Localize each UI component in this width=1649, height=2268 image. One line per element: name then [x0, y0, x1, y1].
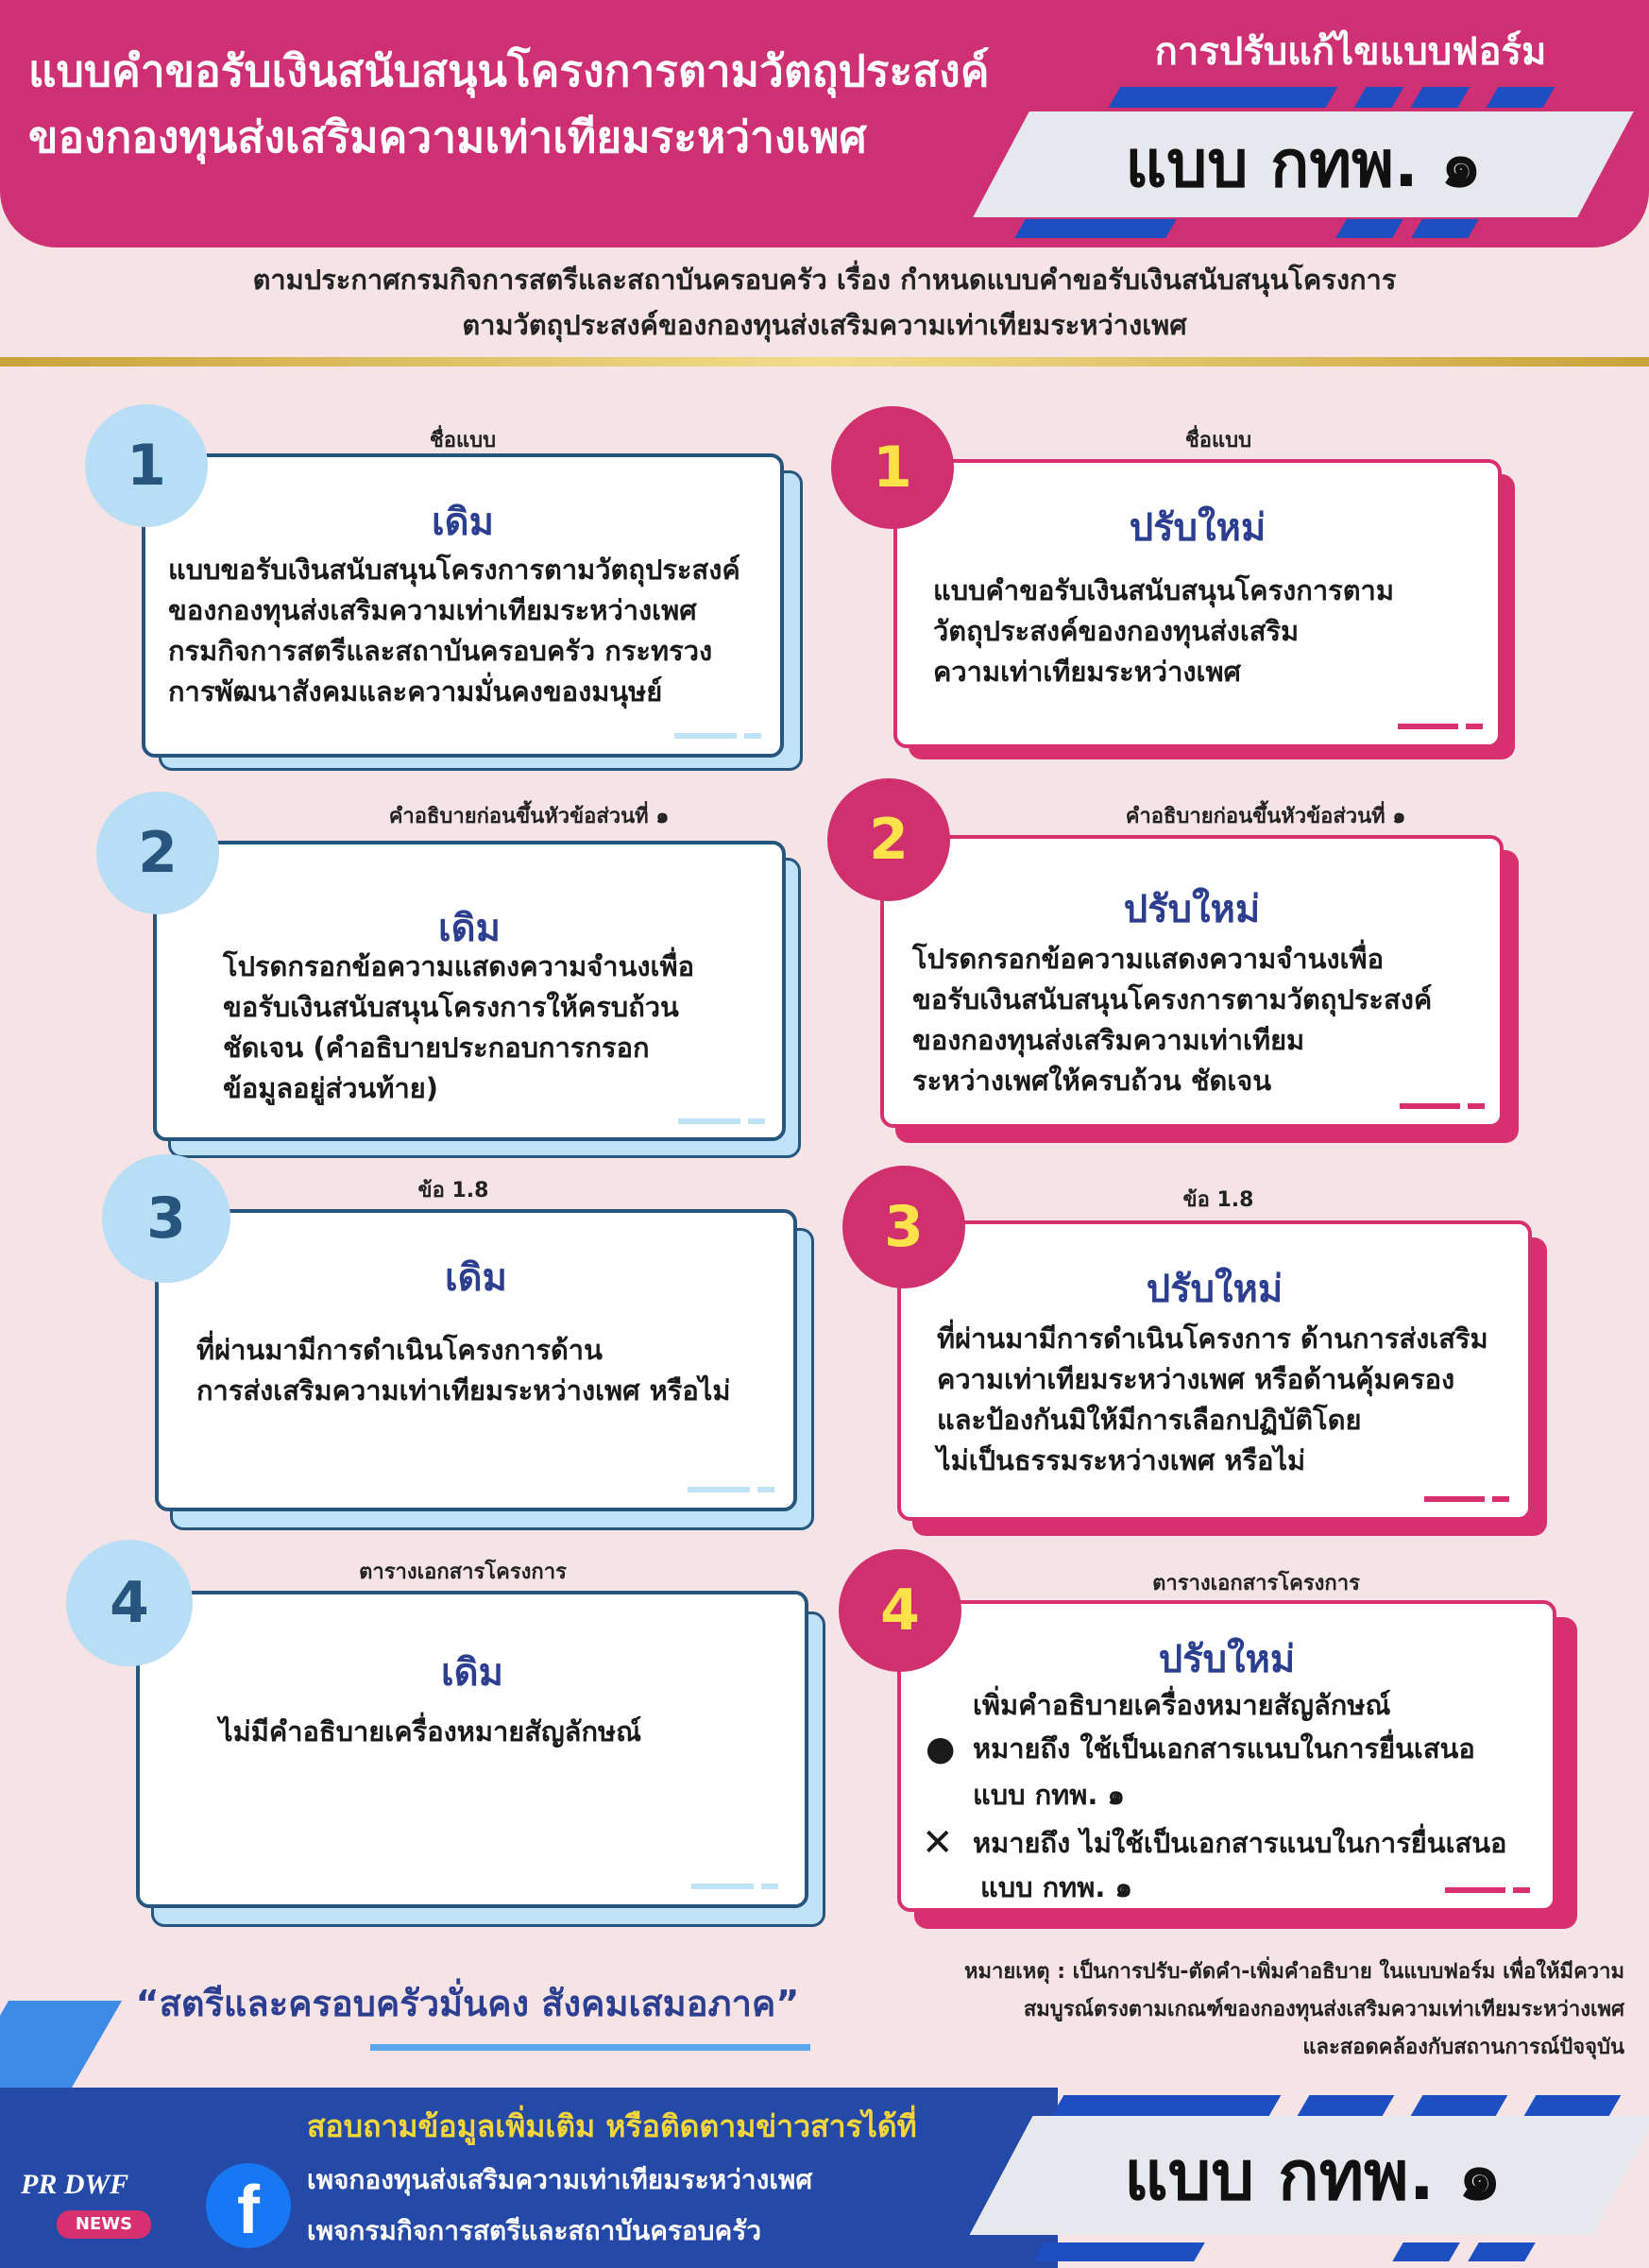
text-line: โปรดกรอกข้อความแสดงความจำนงเพื่อ	[223, 950, 695, 982]
old-label: เดิม	[437, 907, 501, 950]
section-caption: ข้อ 1.8	[1182, 1188, 1254, 1212]
section-number-badge: 2	[96, 792, 219, 914]
text-line: และป้องกันมิให้มีการเลือกปฏิบัติโดย	[937, 1404, 1362, 1436]
section-caption: คำอธิบายก่อนขึ้นหัวข้อส่วนที่ ๑	[1125, 805, 1406, 828]
legend-item	[973, 1823, 1539, 1908]
news-badge: NEWS	[57, 2210, 151, 2239]
section-number-badge: 4	[66, 1540, 193, 1666]
new-label: ปรับใหม่	[1146, 1268, 1284, 1311]
old-label: เดิม	[431, 501, 494, 544]
section-caption: ตารางเอกสารโครงการ	[1152, 1572, 1360, 1595]
text-line: ที่ผ่านมามีการดำเนินโครงการ ด้านการส่งเสริม	[937, 1322, 1488, 1355]
footer-headline: สอบถามข้อมูลเพิ่มเติม หรือติดตามข่าวสารได้ที่	[307, 2108, 917, 2144]
decor-stripe	[1052, 2095, 1282, 2116]
footer-page-link[interactable]: เพจกองทุนส่งเสริมความเท่าเทียมระหว่างเพศ	[307, 2164, 813, 2195]
text-line: แบบ กทพ. ๑	[980, 1871, 1132, 1903]
section-number-badge: 2	[827, 778, 950, 901]
text-line: ชัดเจน (คำอธิบายประกอบการกรอก	[223, 1032, 650, 1064]
page-title	[28, 38, 1086, 170]
text-line: วัตถุประสงค์ของกองทุนส่งเสริม	[933, 615, 1300, 647]
decor-bar	[1468, 1103, 1485, 1109]
new-card-3	[897, 1220, 1532, 1521]
text-line: หมายถึง ไม่ใช้เป็นเอกสารแนบในการยื่นเสนอ	[973, 1827, 1507, 1859]
remark-note	[850, 1953, 1624, 2067]
legend-item	[973, 1729, 1539, 1816]
new-intro: เพิ่มคำอธิบายเครื่องหมายสัญลักษณ์	[973, 1689, 1391, 1721]
decor-stripe	[1109, 87, 1338, 108]
decor-stripe	[1014, 219, 1177, 238]
text-line: ไม่เป็นธรรมระหว่างเพศ หรือไม่	[937, 1444, 1306, 1476]
decor-bar	[748, 1118, 765, 1124]
decor-bar	[1513, 1887, 1530, 1893]
decor-stripe	[1468, 2242, 1536, 2261]
decor-bar	[1400, 1103, 1460, 1109]
old-card-4	[136, 1591, 808, 1908]
new-card-2	[880, 835, 1504, 1128]
intro-line-2: ตามวัตถุประสงค์ของกองทุนส่งเสริมความเท่าเทียมระหว่างเพศ	[462, 309, 1187, 341]
text-line: หมายถึง ใช้เป็นเอกสารแนบในการยื่นเสนอ	[973, 1732, 1475, 1765]
cross-icon: ✕	[922, 1821, 954, 1865]
title-line-1: แบบคำขอรับเงินสนับสนุนโครงการตามวัตถุประสงค์	[28, 45, 990, 96]
new-text	[912, 939, 1498, 1101]
new-label: ปรับใหม่	[1158, 1638, 1296, 1681]
old-card-2	[153, 841, 786, 1141]
decor-bar	[1492, 1496, 1509, 1502]
slogan-underline	[370, 2044, 810, 2051]
old-text	[219, 1712, 786, 1752]
revision-label: การปรับแก้ไขแบบฟอร์ม	[1154, 30, 1547, 74]
text-line: ข้อมูลอยู่ส่วนท้าย)	[223, 1072, 438, 1104]
old-label: เดิม	[440, 1651, 503, 1695]
form-code: แบบ กทพ. ๑	[1125, 128, 1482, 202]
note-line: สมบูรณ์ตรงตามเกณฑ์ของกองทุนส่งเสริมความเท่าเทียมระหว่างเพศ	[1023, 1998, 1624, 2021]
section-number-badge: 3	[842, 1166, 965, 1288]
text-line: ความเท่าเทียมระหว่างเพศ	[933, 656, 1241, 688]
facebook-icon[interactable]: f	[206, 2163, 291, 2248]
decor-stripe	[1411, 2095, 1508, 2116]
text-line: กรมกิจการสตรีและสถาบันครอบครัว กระทรวง	[168, 635, 713, 667]
text-line: ที่ผ่านมามีการดำเนินโครงการด้าน	[196, 1334, 603, 1366]
text-line: แบบขอรับเงินสนับสนุนโครงการตามวัตถุประสงค์	[168, 554, 740, 586]
text-line: ของกองทุนส่งเสริมความเท่าเทียมระหว่างเพศ	[168, 594, 697, 626]
decor-stripe	[1411, 219, 1479, 238]
text-line: การส่งเสริมความเท่าเทียมระหว่างเพศ หรือไม่	[196, 1374, 731, 1407]
old-text	[168, 550, 773, 712]
pr-dwf-logo: PR DWF	[21, 2169, 129, 2200]
text-line: ความเท่าเทียมระหว่างเพศ หรือด้านคุ้มครอง	[937, 1363, 1455, 1395]
section-caption: ข้อ 1.8	[417, 1179, 489, 1202]
divider-line	[0, 357, 1649, 367]
decor-stripe	[1298, 2095, 1395, 2116]
text-line: การพัฒนาสังคมและความมั่นคงของมนุษย์	[168, 675, 663, 708]
old-text	[223, 946, 780, 1109]
decor-bar	[688, 1487, 750, 1492]
new-text	[937, 1319, 1532, 1481]
decor-stripe	[1392, 2242, 1460, 2261]
section-caption: ชื่อแบบ	[1184, 429, 1252, 452]
decor-stripe	[1335, 219, 1403, 238]
slogan: “สตรีและครอบครัวมั่นคง สังคมเสมอภาค”	[135, 1983, 800, 2024]
new-text	[933, 571, 1490, 692]
text-line: ไม่มีคำอธิบายเครื่องหมายสัญลักษณ์	[219, 1715, 642, 1748]
section-number-badge: 3	[102, 1154, 230, 1283]
decor-stripe	[1487, 87, 1556, 108]
new-label: ปรับใหม่	[1129, 506, 1266, 550]
footer-form-code: แบบ กทพ. ๑	[1124, 2136, 1502, 2215]
old-card-1	[142, 453, 784, 758]
new-card-1	[893, 459, 1502, 748]
text-line: แบบ กทพ. ๑	[973, 1779, 1125, 1811]
decor-bar	[691, 1884, 754, 1889]
text-line: ระหว่างเพศให้ครบถ้วน ชัดเจน	[912, 1065, 1272, 1097]
intro-text	[113, 257, 1536, 348]
decor-bar	[1424, 1496, 1485, 1502]
decor-bar	[1445, 1887, 1505, 1893]
text-line: ขอรับเงินสนับสนุนโครงการให้ครบถ้วน	[223, 991, 679, 1023]
section-caption: คำอธิบายก่อนขึ้นหัวข้อส่วนที่ ๑	[388, 805, 670, 828]
new-label: ปรับใหม่	[1123, 888, 1261, 931]
old-label: เดิม	[444, 1256, 507, 1300]
decor-bar	[674, 733, 737, 739]
section-number-badge: 1	[831, 406, 954, 529]
section-number-badge: 1	[85, 404, 208, 527]
intro-line-1: ตามประกาศกรมกิจการสตรีและสถาบันครอบครัว เรื่อง กำหนดแบบคำขอรับเงินสนับสนุนโครงการ	[252, 264, 1397, 296]
text-line: โปรดกรอกข้อความแสดงความจำนงเพื่อ	[912, 943, 1385, 975]
text-line: ของกองทุนส่งเสริมความเท่าเทียม	[912, 1024, 1305, 1056]
note-line: หมายเหตุ : เป็นการปรับ-ตัดคำ-เพิ่มคำอธิบาย ในแบบฟอร์ม เพื่อให้มีความ	[963, 1960, 1624, 1984]
decor-bar	[1466, 724, 1483, 729]
decor-bar	[744, 733, 761, 739]
decor-bar	[761, 1884, 778, 1889]
section-caption: ตารางเอกสารโครงการ	[359, 1560, 567, 1584]
title-line-2: ของกองทุนส่งเสริมความเท่าเทียมระหว่างเพศ	[28, 111, 867, 162]
section-number-badge: 4	[839, 1549, 961, 1672]
text-line: แบบคำขอรับเงินสนับสนุนโครงการตาม	[933, 574, 1394, 606]
decor-stripe	[1033, 2242, 1205, 2261]
decor-stripe	[1524, 2095, 1622, 2116]
text-line: ขอรับเงินสนับสนุนโครงการตามวัตถุประสงค์	[912, 983, 1433, 1015]
old-card-3	[155, 1209, 797, 1511]
section-caption: ชื่อแบบ	[429, 429, 497, 452]
new-card-4	[897, 1600, 1556, 1912]
old-text	[196, 1330, 791, 1411]
decor-bar	[757, 1487, 774, 1492]
footer-page-link[interactable]: เพจกรมกิจการสตรีและสถาบันครอบครัว	[307, 2215, 762, 2246]
filled-circle-icon: ●	[926, 1730, 956, 1768]
note-line: และสอดคล้องกับสถานการณ์ปัจจุบัน	[1302, 2036, 1624, 2059]
decor-bar	[1398, 724, 1458, 729]
decor-bar	[678, 1118, 740, 1124]
